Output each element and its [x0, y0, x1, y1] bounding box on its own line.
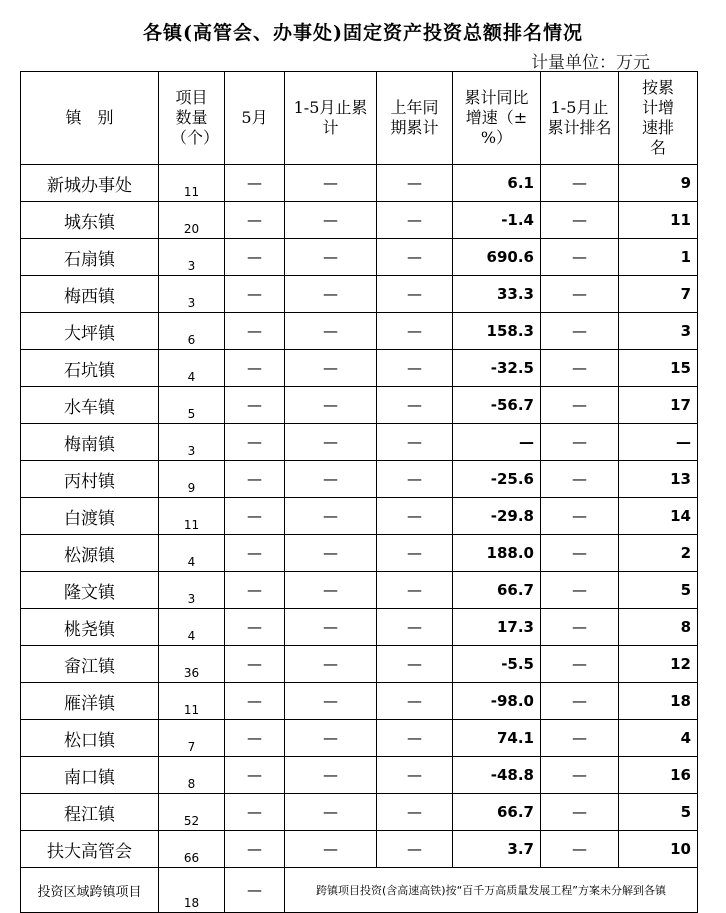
table-row	[21, 350, 698, 387]
cumulative-value: —	[285, 313, 377, 350]
prev-year-value: —	[377, 794, 453, 831]
cumulative-value: —	[285, 535, 377, 572]
cumulative-rank: —	[541, 535, 619, 572]
table-row	[21, 609, 698, 646]
growth-rate: 17.3	[453, 609, 541, 646]
town-name: 雁洋镇	[21, 683, 159, 720]
table-row	[21, 239, 698, 276]
cumulative-value: —	[285, 646, 377, 683]
prev-year-value: —	[377, 165, 453, 202]
cumulative-rank: —	[541, 683, 619, 720]
cross-town-name: 投资区域跨镇项目	[21, 868, 159, 913]
project-count: 11	[159, 683, 225, 720]
header-prev: 上年同期累计	[377, 72, 453, 165]
growth-rank: 12	[619, 646, 698, 683]
town-name: 新城办事处	[21, 165, 159, 202]
table-row	[21, 720, 698, 757]
header-town: 镇 别	[21, 72, 159, 165]
table-row	[21, 165, 698, 202]
project-count: 3	[159, 239, 225, 276]
town-name: 桃尧镇	[21, 609, 159, 646]
prev-year-value: —	[377, 683, 453, 720]
cumulative-value: —	[285, 350, 377, 387]
table-row	[21, 683, 698, 720]
table-row	[21, 757, 698, 794]
cumulative-rank: —	[541, 498, 619, 535]
may-value: —	[225, 794, 285, 831]
project-count: 4	[159, 609, 225, 646]
town-name: 梅南镇	[21, 424, 159, 461]
growth-rate: 66.7	[453, 572, 541, 609]
table-row	[21, 498, 698, 535]
cumulative-value: —	[285, 461, 377, 498]
growth-rank: 4	[619, 720, 698, 757]
may-value: —	[225, 498, 285, 535]
growth-rate: 690.6	[453, 239, 541, 276]
cumulative-rank: —	[541, 461, 619, 498]
table-row	[21, 387, 698, 424]
may-value: —	[225, 424, 285, 461]
prev-year-value: —	[377, 313, 453, 350]
cumulative-value: —	[285, 757, 377, 794]
may-value: —	[225, 350, 285, 387]
growth-rank: 5	[619, 572, 698, 609]
cumulative-rank: —	[541, 313, 619, 350]
prev-year-value: —	[377, 424, 453, 461]
growth-rate: —	[453, 424, 541, 461]
may-value: —	[225, 757, 285, 794]
cumulative-value: —	[285, 424, 377, 461]
prev-year-value: —	[377, 535, 453, 572]
may-value: —	[225, 609, 285, 646]
growth-rank: 16	[619, 757, 698, 794]
table-row	[21, 572, 698, 609]
project-count: 11	[159, 498, 225, 535]
table-row	[21, 424, 698, 461]
may-value: —	[225, 831, 285, 868]
growth-rank: 15	[619, 350, 698, 387]
project-count: 3	[159, 424, 225, 461]
may-value: —	[225, 720, 285, 757]
growth-rate: 6.1	[453, 165, 541, 202]
cumulative-rank: —	[541, 720, 619, 757]
may-value: —	[225, 387, 285, 424]
may-value: —	[225, 683, 285, 720]
cumulative-value: —	[285, 165, 377, 202]
growth-rate: 158.3	[453, 313, 541, 350]
town-name: 扶大高管会	[21, 831, 159, 868]
growth-rank: 18	[619, 683, 698, 720]
town-name: 丙村镇	[21, 461, 159, 498]
may-value: —	[225, 646, 285, 683]
cumulative-value: —	[285, 609, 377, 646]
growth-rate: 74.1	[453, 720, 541, 757]
prev-year-value: —	[377, 572, 453, 609]
growth-rank: 5	[619, 794, 698, 831]
town-name: 白渡镇	[21, 498, 159, 535]
cumulative-rank: —	[541, 572, 619, 609]
cumulative-rank: —	[541, 350, 619, 387]
town-name: 畲江镇	[21, 646, 159, 683]
may-value: —	[225, 165, 285, 202]
cumulative-rank: —	[541, 239, 619, 276]
town-name: 程江镇	[21, 794, 159, 831]
project-count: 4	[159, 535, 225, 572]
cumulative-rank: —	[541, 794, 619, 831]
growth-rate: -1.4	[453, 202, 541, 239]
investment-ranking-table	[20, 71, 698, 913]
project-count: 11	[159, 165, 225, 202]
growth-rate: -25.6	[453, 461, 541, 498]
growth-rank: 13	[619, 461, 698, 498]
growth-rate: -56.7	[453, 387, 541, 424]
prev-year-value: —	[377, 757, 453, 794]
prev-year-value: —	[377, 350, 453, 387]
table-row	[21, 461, 698, 498]
growth-rate: 3.7	[453, 831, 541, 868]
page-title: 各镇(高管会、办事处)固定资产投资总额排名情况	[143, 22, 583, 44]
project-count: 9	[159, 461, 225, 498]
table-header-row	[21, 72, 698, 165]
cumulative-value: —	[285, 202, 377, 239]
town-name: 松源镇	[21, 535, 159, 572]
project-count: 6	[159, 313, 225, 350]
growth-rank: 17	[619, 387, 698, 424]
growth-rank: 9	[619, 165, 698, 202]
project-count: 52	[159, 794, 225, 831]
may-value: —	[225, 313, 285, 350]
may-value: —	[225, 461, 285, 498]
town-name: 隆文镇	[21, 572, 159, 609]
prev-year-value: —	[377, 276, 453, 313]
project-count: 4	[159, 350, 225, 387]
cumulative-value: —	[285, 831, 377, 868]
table-row	[21, 276, 698, 313]
town-name: 水车镇	[21, 387, 159, 424]
prev-year-value: —	[377, 646, 453, 683]
header-growth: 累计同比增速（±%）	[453, 72, 541, 165]
cumulative-value: —	[285, 794, 377, 831]
header-growth-rank: 按累计增速排名	[619, 72, 698, 165]
prev-year-value: —	[377, 239, 453, 276]
cumulative-value: —	[285, 683, 377, 720]
town-name: 大坪镇	[21, 313, 159, 350]
table-row	[21, 202, 698, 239]
cumulative-rank: —	[541, 276, 619, 313]
unit-label: 计量单位：万元	[531, 53, 650, 73]
growth-rank: 7	[619, 276, 698, 313]
table-row	[21, 831, 698, 868]
prev-year-value: —	[377, 498, 453, 535]
may-value: —	[225, 239, 285, 276]
table-row	[21, 313, 698, 350]
project-count: 66	[159, 831, 225, 868]
cumulative-value: —	[285, 387, 377, 424]
prev-year-value: —	[377, 720, 453, 757]
prev-year-value: —	[377, 831, 453, 868]
cumulative-rank: —	[541, 757, 619, 794]
town-name: 南口镇	[21, 757, 159, 794]
growth-rate: -32.5	[453, 350, 541, 387]
growth-rate: -5.5	[453, 646, 541, 683]
growth-rank: 11	[619, 202, 698, 239]
project-count: 20	[159, 202, 225, 239]
prev-year-value: —	[377, 609, 453, 646]
may-value: —	[225, 202, 285, 239]
town-name: 松口镇	[21, 720, 159, 757]
cumulative-rank: —	[541, 165, 619, 202]
header-cum: 1-5月止累计	[285, 72, 377, 165]
cross-town-note: 跨镇项目投资(含高速高铁)按“百千万高质量发展工程”方案未分解到各镇	[285, 868, 698, 913]
growth-rate: 66.7	[453, 794, 541, 831]
cumulative-rank: —	[541, 609, 619, 646]
table-row	[21, 646, 698, 683]
cumulative-rank: —	[541, 202, 619, 239]
growth-rank: 1	[619, 239, 698, 276]
cross-town-may: —	[225, 868, 285, 913]
town-name: 梅西镇	[21, 276, 159, 313]
cumulative-value: —	[285, 498, 377, 535]
cumulative-rank: —	[541, 831, 619, 868]
growth-rank: 2	[619, 535, 698, 572]
project-count: 8	[159, 757, 225, 794]
town-name: 石扇镇	[21, 239, 159, 276]
growth-rank: —	[619, 424, 698, 461]
project-count: 5	[159, 387, 225, 424]
may-value: —	[225, 276, 285, 313]
cross-town-row	[21, 868, 698, 913]
cumulative-rank: —	[541, 424, 619, 461]
project-count: 3	[159, 572, 225, 609]
table-row	[21, 794, 698, 831]
town-name: 石坑镇	[21, 350, 159, 387]
may-value: —	[225, 572, 285, 609]
header-count: 项目数量（个）	[159, 72, 225, 165]
cumulative-rank: —	[541, 387, 619, 424]
may-value: —	[225, 535, 285, 572]
cumulative-rank: —	[541, 646, 619, 683]
town-name: 城东镇	[21, 202, 159, 239]
growth-rate: 188.0	[453, 535, 541, 572]
growth-rate: -48.8	[453, 757, 541, 794]
header-may: 5月	[225, 72, 285, 165]
cumulative-value: —	[285, 572, 377, 609]
cross-town-count: 18	[159, 868, 225, 913]
growth-rate: -98.0	[453, 683, 541, 720]
prev-year-value: —	[377, 461, 453, 498]
cumulative-value: —	[285, 720, 377, 757]
project-count: 3	[159, 276, 225, 313]
prev-year-value: —	[377, 202, 453, 239]
table-row	[21, 535, 698, 572]
cumulative-value: —	[285, 239, 377, 276]
growth-rank: 8	[619, 609, 698, 646]
header-cum-rank: 1-5月止累计排名	[541, 72, 619, 165]
project-count: 36	[159, 646, 225, 683]
cumulative-value: —	[285, 276, 377, 313]
growth-rate: -29.8	[453, 498, 541, 535]
prev-year-value: —	[377, 387, 453, 424]
growth-rate: 33.3	[453, 276, 541, 313]
growth-rank: 14	[619, 498, 698, 535]
project-count: 7	[159, 720, 225, 757]
growth-rank: 10	[619, 831, 698, 868]
growth-rank: 3	[619, 313, 698, 350]
